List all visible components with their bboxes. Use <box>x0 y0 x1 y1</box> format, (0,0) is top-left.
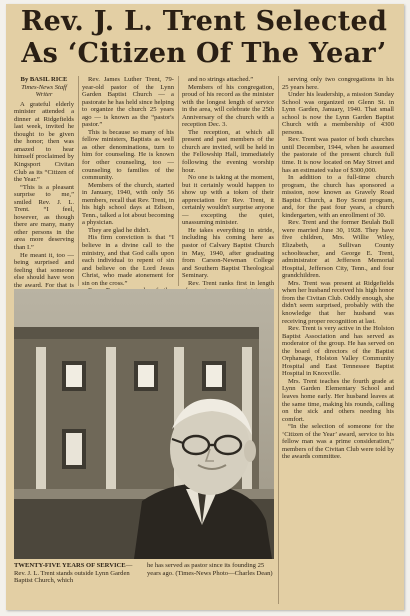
paragraph: Mrs. Trent teaches the fourth grade at Lynn Garden Elementary School and leaves home early. Her husband leaves at the same time, making his rounds, calling on the sick and others needing his comfort. <box>282 377 394 423</box>
paragraph: Rev. Trent was pastor of both churches until December, 1944, when he assumed the pastorate of the present church full time. It is now located on May Street and has an estimated value of $300,000. <box>282 136 394 174</box>
paragraph: Members of his congregation, proud of his record as the minister with the longest length of service in the area, will celebrate the 25th Anniversary of the church with a reception Dec. 3. <box>182 83 274 129</box>
article-column-3 <box>182 76 274 286</box>
paragraph: Members of the church, started in January, 1940, with only 56 members, recall that Rev. Trent, in his high school days at Edison, Tenn., talked a lot about becoming a physician. <box>82 181 174 227</box>
paragraph: Rev. Trent is very active in the Holston Baptist Association and has served as moderator of the group. He has served on the board of directors of the Baptist Orphanage, Holston Valley Community Hospital and East Tennessee Baptist Hospital in Knoxville. <box>282 325 394 378</box>
portrait-photo <box>14 289 274 559</box>
paragraph: Under his leadership, a mission Sunday School was organized on Glenn St. in Lynn Garden, January, 1940. That small school is now the Lynn Garden Baptist Church with a membership of 4300 persons. <box>282 91 394 136</box>
article-column-2 <box>82 76 174 286</box>
caption-right: he has served as pastor since its founding 25 years ago. (Times-News Photo—Charles Dean) <box>147 562 273 577</box>
caption-left-text: —Rev. J. L. Trent stands outside Lynn Garden Baptist Church, which <box>14 562 133 585</box>
photo-caption <box>14 562 274 585</box>
paragraph: Rev. Trent and the former Beulah Bull were married June 30, 1928. They have five children, Mrs. Willie Wiley, Elizabeth, a Sullivan County schoolteacher, and George E. Trent, administrator at Jefferson Memorial Hospital, Jefferson City, Tenn., and four grandchildren. <box>282 219 394 280</box>
column-rule <box>278 76 279 604</box>
paragraph: His firm conviction is that “I believe in a divine call to the ministry, and that God calls upon each individual to repent of sin and believe on the Lord Jesus Christ, who made atonement for sin on the cross.” <box>82 234 174 287</box>
paragraph: This is because so many of his fellow ministers, Baptists as well as other denominations, turn to him for counseling. He is known for other counseling, too — counseling to families of the community. <box>82 128 174 182</box>
byline-author: By BASIL RICE <box>20 76 68 83</box>
church-and-minister-photo <box>14 289 274 559</box>
paragraph: No one is taking at the moment, but it certainly would happen to show up with a token of their appreciation for Rev. Trent, it certainly wouldn't surprise anyone — excepting the quiet, unassuming minister. <box>182 174 274 227</box>
paragraph: Mrs. Trent was present at Ridgefields when her husband received his high honor from the Civitan Club. Oddly enough, she didn't seem surprised, probably with the knowledge that her husband was receiving proper recognition at last. <box>282 279 394 325</box>
paragraph: Rev. Trent ranks first in length <box>188 279 274 287</box>
paragraph: and no strings attached.” <box>188 76 254 83</box>
headline-line-1: Rev. J. L. Trent Selected <box>20 6 388 37</box>
paragraph: The reception, at which all present and past members of the church are invited, will be held in the Fellowship Hall, immediately following the evening worship hour. <box>182 128 274 174</box>
paragraph: serving only two congregations in his 25 years here. <box>282 76 394 91</box>
byline-title: Times-News Staff Writer <box>21 83 67 99</box>
paragraph: They are glad he didn't. <box>88 226 151 234</box>
column-rule <box>78 76 79 286</box>
paragraph: He meant it, too — being surprised and feeling that someone else should have won the award. For that is <box>14 251 74 289</box>
article-column-1 <box>14 76 74 289</box>
paragraph: In addition to a full-time church program, the church has sponsored a mission, now known as Gravely Road Baptist Church, a Boy Scout program, and, for the past four years, a church kindergarten, with an enrollment of 30. <box>282 174 394 219</box>
paragraph: “This is a pleasant surprise to me,” smiled Rev. J. L. Trent. “I feel, however, as though there are many, many other persons in the area more deserving than I.” <box>14 183 74 252</box>
paragraph: “In the selection of someone for the ‘Citizen of the Year’ award, service to his fellow man was a prime consideration,” members of the Civitan Club were told by the awards committee. <box>282 423 394 461</box>
column-rule <box>178 76 179 286</box>
caption-left <box>14 562 141 585</box>
article-column-4 <box>282 76 394 606</box>
caption-lead: TWENTY-FIVE YEARS OF SERVICE <box>14 562 126 569</box>
paragraph: A grateful elderly minister attended a dinner at Ridgefields last week, invited he thought to be given the honor; then was amazed to hear himself proclaimed by Kingsport Civitan Club as its “Citizen of the Year.” <box>14 100 74 184</box>
headline <box>14 6 394 70</box>
paragraph: He takes everything in stride, including his coming here as pastor of Calvary Baptist Church in May, 1940, after graduating from Carson-Newman College and Southern Baptist Theological Seminary. <box>182 226 274 280</box>
newspaper-clipping <box>6 4 404 610</box>
headline-line-2: As ‘Citizen Of The Year’ <box>21 38 387 69</box>
paragraph: Rev. James Luther Trent, 79-year-old pastor of the Lynn Garden Baptist Church — a pastorate he has held since helping to organize the church 25 years ago — is known as the “pastor's pastor.” <box>82 76 174 129</box>
